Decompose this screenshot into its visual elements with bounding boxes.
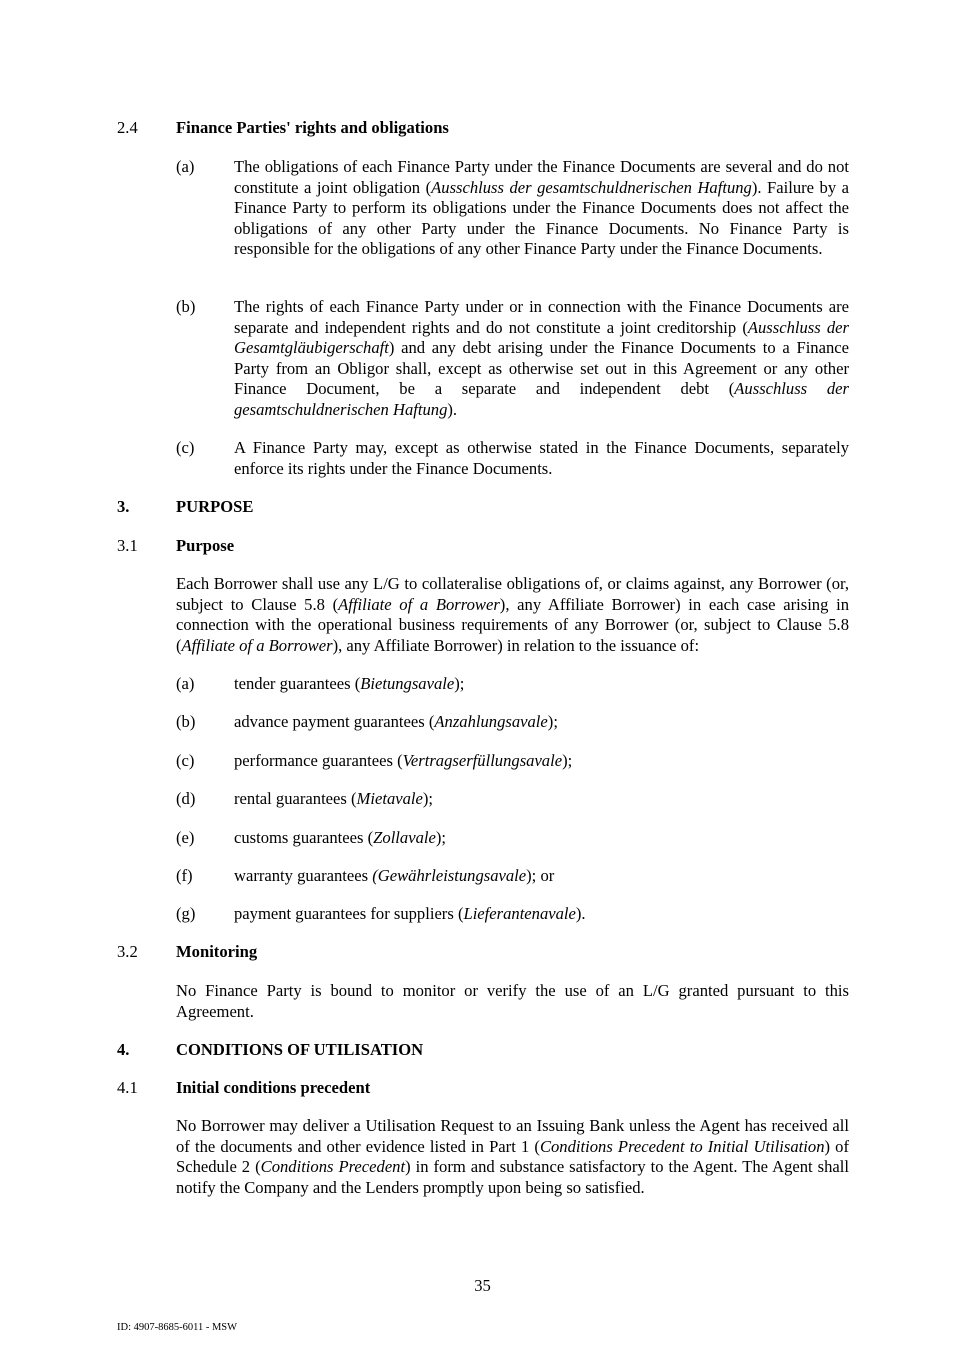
section-number-3-1: 3.1 [117,536,138,555]
list-item-b: advance payment guarantees (Anzahlungsavale); [234,712,558,731]
paragraph-4-1: No Borrower may deliver a Utilisation Request to an Issuing Bank unless the Agent has received all of the documents and other evidence listed in Part 1 (Conditions Precedent to Initial Utilisation) of Schedule 2 (Conditions Precedent) in form and substance satisfactory to the Agent. The Agent shall notify the Company and the Lenders promptly upon being so satisfied. [176,1116,850,1197]
section-title-3: PURPOSE [176,497,254,516]
section-number-3: 3. [117,497,130,516]
list-item-f: warranty guarantees (Gewährleistungsavale); or [234,866,555,885]
list-label-e: (e) [176,828,195,847]
item-label-2-4-b: (b) [176,297,196,316]
section-title-2-4: Finance Parties' rights and obligations [176,118,449,137]
paragraph-3-1: Each Borrower shall use any L/G to collateralise obligations of, or claims against, any Borrower (or, subject to Clause 5.8 (Affiliate of a Borrower), any Affiliate Borrower) in each case arising in connection with the operational business requirements of any Borrower (or, subject to Clause 5.8 (Affiliate of a Borrower), any Affiliate Borrower) in relation to the issuance of: [176,574,850,655]
list-label-a: (a) [176,674,195,693]
list-item-g: payment guarantees for suppliers (Lieferantenavale). [234,904,586,923]
list-label-b: (b) [176,712,196,731]
item-label-2-4-a: (a) [176,157,195,176]
section-number-2-4: 2.4 [117,118,138,137]
section-number-3-2: 3.2 [117,942,138,961]
section-title-4: CONDITIONS OF UTILISATION [176,1040,424,1059]
list-label-g: (g) [176,904,196,923]
document-id: ID: 4907-8685-6011 - MSW [117,1322,238,1333]
section-title-3-2: Monitoring [176,942,258,961]
list-item-a: tender guarantees (Bietungsavale); [234,674,465,693]
list-item-d: rental guarantees (Mietavale); [234,789,434,808]
item-label-2-4-c: (c) [176,438,195,457]
page-number: 35 [474,1276,491,1295]
paragraph-2-4-c: A Finance Party may, except as otherwise stated in the Finance Documents, separately enforce its rights under the Finance Documents. [234,438,849,478]
list-label-f: (f) [176,866,193,885]
section-title-4-1: Initial conditions precedent [176,1078,371,1097]
paragraph-3-2: No Finance Party is bound to monitor or verify the use of an L/G granted pursuant to this Agreement. [176,981,849,1021]
paragraph-2-4-b: The rights of each Finance Party under or in connection with the Finance Documents are separate and independent rights and do not constitute a joint creditorship (Ausschluss der Gesamtgläubigerschaft) and any debt arising under the Finance Documents to a Finance Party from an Obligor shall, except as otherwise set out in this Agreement or any other Finance Document, be a separate and independent debt (Ausschluss der gesamtschuldnerischen Haftung). [234,297,849,419]
section-number-4-1: 4.1 [117,1078,138,1097]
list-item-c: performance guarantees (Vertragserfüllungsavale); [234,751,573,770]
list-item-e: customs guarantees (Zollavale); [234,828,446,847]
list-label-c: (c) [176,751,195,770]
list-label-d: (d) [176,789,196,808]
section-title-3-1: Purpose [176,536,235,555]
paragraph-2-4-a: The obligations of each Finance Party under the Finance Documents are several and do not constitute a joint obligation (Ausschluss der gesamtschuldnerischen Haftung). Failure by a Finance Party to perform its obligations under the Finance Documents does not affect the obligations of any other Party under the Finance Documents. No Finance Party is responsible for the obligations of any other Finance Party under the Finance Documents. [234,157,849,258]
section-number-4: 4. [117,1040,130,1059]
